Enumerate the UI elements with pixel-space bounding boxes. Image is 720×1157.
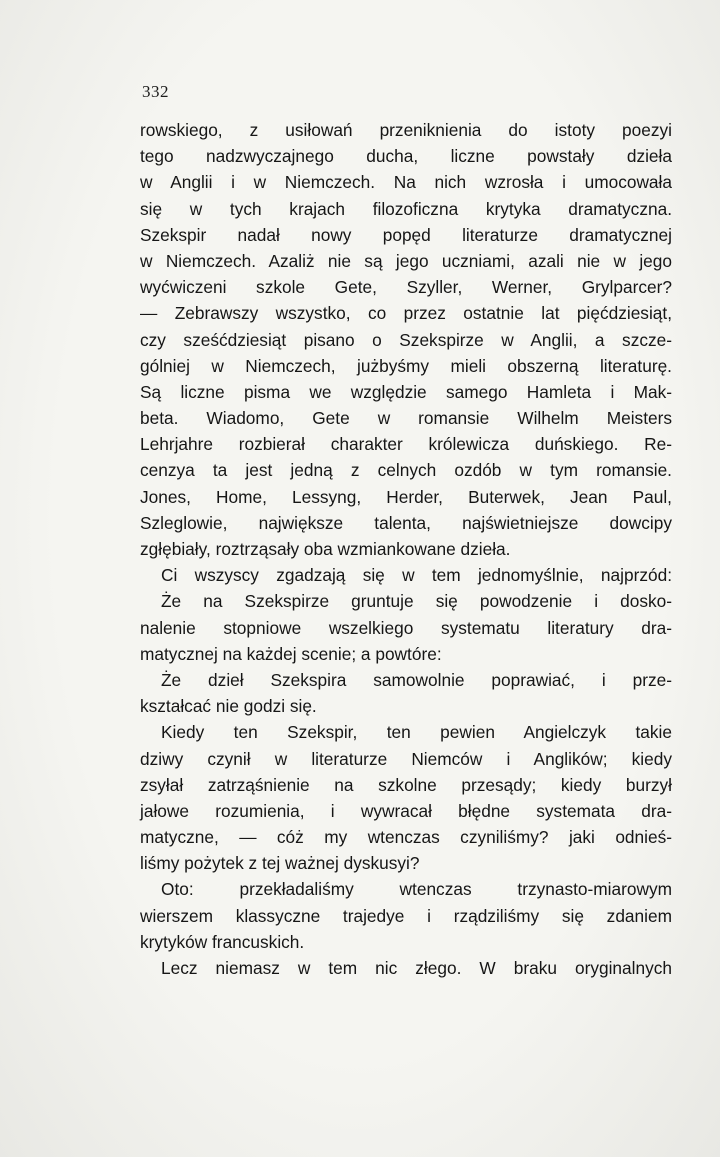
text-line: w Anglii i w Niemczech. Na nich wzrosła i umocowała bbox=[140, 172, 672, 193]
body-text bbox=[140, 117, 672, 981]
text-line: Oto: przekładaliśmy wtenczas trzynasto-miarowym bbox=[161, 879, 672, 900]
text-line: krytyków francuskich. bbox=[140, 931, 305, 952]
text-line: wierszem klassyczne trajedye i rządziliśmy się zdaniem bbox=[140, 905, 672, 926]
text-line: kształcać nie godzi się. bbox=[140, 696, 317, 717]
page-number: 332 bbox=[142, 82, 169, 101]
text-line: się w tych krajach filozoficzna krytyka dramatyczna. bbox=[140, 198, 672, 219]
text-line: Że dzieł Szekspira samowolnie poprawiać, i prze- bbox=[161, 669, 672, 690]
text-line: beta. Wiadomo, Gete w romansie Wilhelm Meisters bbox=[140, 408, 672, 429]
text-line: czy sześćdziesiąt pisano o Szekspirze w Anglii, a szcze- bbox=[140, 329, 672, 350]
text-line: nalenie stopniowe wszelkiego systematu literatury dra- bbox=[140, 617, 672, 638]
text-line: liśmy pożytek z tej ważnej dyskusyi? bbox=[140, 853, 420, 874]
text-line: Szleglowie, największe talenta, najświetniejsze dowcipy bbox=[140, 512, 672, 533]
text-line: matycznej na każdej scenie; a powtóre: bbox=[140, 643, 442, 664]
text-line: zsyłał zatrząśnienie na szkolne przesądy; kiedy burzył bbox=[140, 774, 672, 795]
text-line: wyćwiczeni szkole Gete, Szyller, Werner, Grylparcer? bbox=[140, 277, 672, 298]
text-line: — Zebrawszy wszystko, co przez ostatnie lat pięćdziesiąt, bbox=[140, 303, 672, 324]
text-line: zgłębiały, roztrząsały oba wzmiankowane dzieła. bbox=[140, 539, 511, 559]
text-line: dziwy czynił w literaturze Niemców i Anglików; kiedy bbox=[140, 748, 672, 769]
text-line: Są liczne pisma we względzie samego Hamleta i Mak- bbox=[140, 381, 672, 402]
text-line: Kiedy ten Szekspir, ten pewien Angielczyk takie bbox=[161, 722, 672, 743]
text-line: rowskiego, z usiłowań przeniknienia do istoty poezyi bbox=[140, 120, 672, 140]
text-line: Ci wszyscy zgadzają się w tem jednomyślnie, najprzód: bbox=[161, 565, 672, 586]
text-line: Lehrjahre rozbierał charakter królewicza duńskiego. Re- bbox=[140, 434, 672, 455]
text-line: Że na Szekspirze gruntuje się powodzenie i dosko- bbox=[161, 591, 672, 612]
text-line: tego nadzwyczajnego ducha, liczne powstały dzieła bbox=[140, 146, 672, 167]
text-line: w Niemczech. Azaliż nie są jego uczniami, azali nie w jego bbox=[140, 250, 672, 271]
text-line: Szekspir nadał nowy popęd literaturze dramatycznej bbox=[140, 224, 672, 245]
text-line: jałowe rozumienia, i wywracał błędne systemata dra- bbox=[140, 800, 672, 821]
text-line: cenzya ta jest jedną z celnych ozdób w tym romansie. bbox=[140, 460, 672, 481]
text-line: matyczne, — cóż my wtenczas czyniliśmy? jaki odnieś- bbox=[140, 827, 672, 848]
text-line: Jones, Home, Lessyng, Herder, Buterwek, Jean Paul, bbox=[140, 486, 672, 507]
text-line: Lecz niemasz w tem nic złego. W braku oryginalnych bbox=[161, 958, 672, 978]
text-line: gólniej w Niemczech, jużbyśmy mieli obszerną literaturę. bbox=[140, 355, 672, 376]
